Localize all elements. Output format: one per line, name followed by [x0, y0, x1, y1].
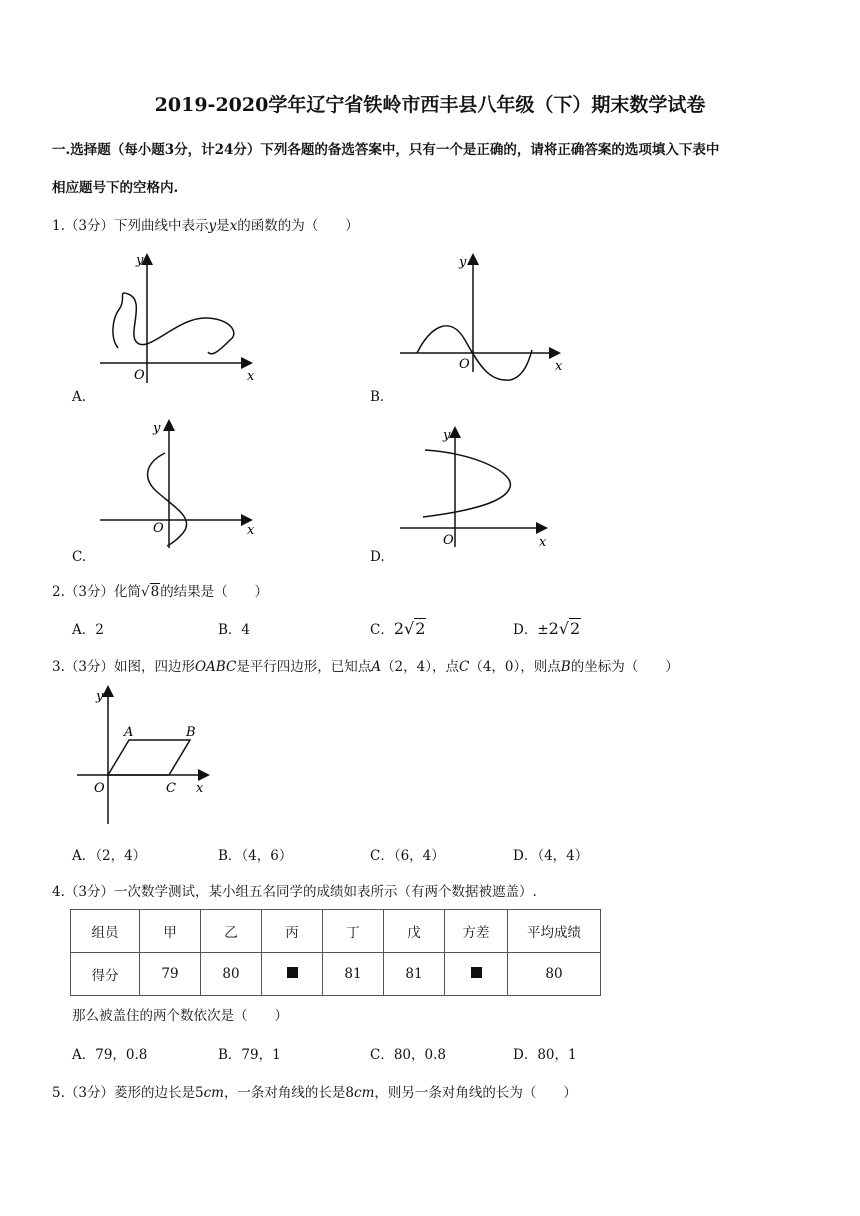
- q2-option-b: B．4: [218, 622, 251, 638]
- q1-graph-b: [395, 252, 570, 382]
- q3-y-label: y: [96, 689, 104, 704]
- q5-unit-b: cm: [354, 1085, 375, 1101]
- table-cell: 81: [323, 953, 384, 996]
- q2-text-b: 的结果是（ ）: [160, 584, 269, 600]
- q3-var-c: C: [459, 659, 470, 675]
- q3-option-d: D．（4，4）: [513, 848, 589, 864]
- q3-parallelogram: [108, 740, 190, 775]
- q1a-x-label: x: [247, 369, 255, 384]
- q2-radical: √8: [140, 584, 160, 600]
- q2c-coef: 2: [393, 619, 405, 638]
- q5-unit-a: cm: [203, 1085, 224, 1101]
- q3-var-oabc: OABC: [194, 659, 237, 675]
- q5-text-b: ，一条对角线的长是8: [223, 1085, 355, 1101]
- q3-text-a: 3.（3分）如图，四边形: [52, 659, 195, 675]
- q2d-radicand: 2: [570, 619, 581, 638]
- table-cell: 79: [140, 953, 201, 996]
- q1c-origin: O: [153, 521, 164, 536]
- table-cell: 80: [201, 953, 262, 996]
- q3-origin: O: [94, 781, 105, 796]
- table-row: [71, 953, 601, 996]
- q2-option-d: [513, 618, 581, 638]
- table-header-cell: 组员: [71, 910, 140, 953]
- q3-option-b: B．（4，6）: [218, 848, 293, 864]
- q1d-curve: [423, 450, 510, 517]
- q1d-x-label: x: [539, 535, 547, 550]
- q2-radicand: 8: [150, 584, 160, 600]
- q2-option-c: [370, 618, 426, 638]
- q1-option-b: B.: [370, 389, 385, 405]
- q1-graph-c: [95, 418, 265, 553]
- q4-score-table: [70, 909, 601, 996]
- q2c-radicand: 2: [415, 619, 426, 638]
- q3-x-label: x: [196, 781, 204, 796]
- q1a-curve: [113, 293, 234, 354]
- q3-figure: [72, 684, 217, 829]
- q3-var-a: A: [371, 659, 382, 675]
- table-cell-covered: [262, 953, 323, 996]
- q2d-coef: 2: [548, 619, 559, 638]
- table-cell-covered: [445, 953, 508, 996]
- q1-option-d: D.: [370, 549, 385, 565]
- q4-option-c: C．80，0.8: [370, 1047, 446, 1063]
- q1d-y-label: y: [443, 428, 451, 443]
- q1-text-b: 是: [216, 218, 230, 234]
- q3-var-b: B: [560, 659, 571, 675]
- q3-text-d: （4，0），则点: [469, 659, 561, 675]
- table-header-cell: 乙: [201, 910, 262, 953]
- q2-option-a: A．2: [72, 622, 104, 638]
- q3-text-c: （2，4），点: [381, 659, 459, 675]
- q1-option-c: C.: [72, 549, 87, 565]
- q1b-y-label: y: [459, 255, 467, 270]
- covered-square-icon: [471, 967, 482, 978]
- q1-graph-d: [395, 425, 560, 550]
- table-header-cell: 方差: [445, 910, 508, 953]
- q2d-label: D．±: [513, 622, 549, 638]
- q3-text-e: 的坐标为（ ）: [570, 659, 679, 675]
- q3-text-b: 是平行四边形，已知点: [236, 659, 372, 675]
- q5-text-a: 5.（3分）菱形的边长是5: [52, 1085, 204, 1101]
- covered-square-icon: [287, 967, 298, 978]
- q3-point-b: B: [186, 725, 196, 740]
- page-title: 2019-2020学年辽宁省铁岭市西丰县八年级（下）期末数学试卷: [154, 94, 706, 116]
- table-cell: 81: [384, 953, 445, 996]
- q1b-x-label: x: [555, 359, 563, 374]
- q3-option-a: A．（2，4）: [72, 848, 147, 864]
- table-header-cell: 戊: [384, 910, 445, 953]
- table-cell-label: 得分: [71, 953, 140, 996]
- q5-stem: [52, 1081, 577, 1101]
- q2-text-a: 2.（3分）化简: [52, 584, 141, 600]
- q1-stem: [52, 214, 359, 234]
- q4-option-a: A．79，0.8: [72, 1047, 148, 1063]
- q2c-radical: √2: [404, 619, 426, 638]
- section-heading-line2: 相应题号下的空格内.: [52, 180, 179, 196]
- q4-option-b: B．79，1: [218, 1047, 281, 1063]
- q1c-x-label: x: [247, 523, 255, 538]
- table-header-cell: 甲: [140, 910, 201, 953]
- table-header-row: [71, 910, 601, 953]
- q5-text-c: ，则另一条对角线的长为（ ）: [374, 1085, 577, 1101]
- q3-point-a: A: [124, 725, 134, 740]
- q1-text-c: 的函数的为（ ）: [237, 218, 359, 234]
- table-header-cell: 平均成绩: [508, 910, 601, 953]
- q1-graph-a: [90, 248, 265, 388]
- table-header-cell: 丁: [323, 910, 384, 953]
- q3-stem: [52, 655, 679, 675]
- q4-follow-text: 那么被盖住的两个数依次是（ ）: [72, 1008, 288, 1024]
- q1-var-x: x: [229, 218, 238, 234]
- q1b-origin: O: [459, 357, 470, 372]
- q3-point-c: C: [166, 781, 176, 796]
- q1a-y-label: y: [136, 253, 144, 268]
- table-cell: 80: [508, 953, 601, 996]
- q2d-radical: √2: [558, 619, 581, 638]
- q2-stem: [52, 580, 268, 600]
- section-heading-line1: 一.选择题（每小题3分，计24分）下列各题的备选答案中，只有一个是正确的，请将正确答案的选项填入下表中: [52, 142, 720, 158]
- q2c-label: C．: [370, 622, 394, 638]
- q1-option-a: A.: [72, 389, 87, 405]
- q1c-y-label: y: [153, 421, 161, 436]
- q4-option-d: D．80，1: [513, 1047, 577, 1063]
- q1-text-a: 1.（3分）下列曲线中表示: [52, 218, 209, 234]
- q3-option-c: C．（6，4）: [370, 848, 445, 864]
- q1a-origin: O: [134, 368, 145, 383]
- q1d-origin: O: [443, 533, 454, 548]
- table-header-cell: 丙: [262, 910, 323, 953]
- q4-stem: 4.（3分）一次数学测试，某小组五名同学的成绩如表所示（有两个数据被遮盖）.: [52, 884, 537, 900]
- q1-var-y: y: [208, 218, 217, 234]
